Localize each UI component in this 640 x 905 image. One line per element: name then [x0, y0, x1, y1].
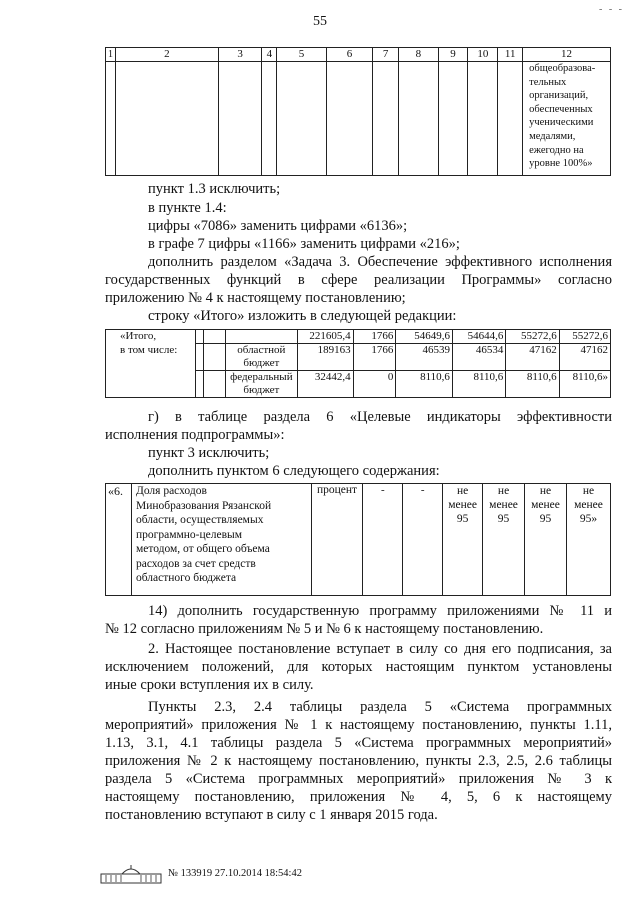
header-cell: 11 — [498, 48, 523, 62]
para-p7: пункт 3 исключить; — [148, 445, 270, 461]
cell-dash: - — [363, 484, 403, 596]
header-cell: 5 — [277, 48, 326, 62]
header-cell: 1 — [106, 48, 116, 62]
cell-value: 46534 — [452, 344, 505, 371]
corner-mark: - - - — [599, 4, 624, 15]
para-g-line2: исполнения подпрограммы»: — [105, 427, 285, 443]
table-header-row — [106, 48, 611, 62]
header-cell: 6 — [326, 48, 373, 62]
registration-stamp — [100, 862, 302, 884]
para-p3: цифры «7086» заменить цифрами «6136»; — [148, 218, 408, 234]
cell-value: 55272,6 — [506, 330, 559, 344]
para-p1: пункт 1.3 исключить; — [148, 181, 281, 197]
stamp-text: № 133919 27.10.2014 18:54:42 — [168, 867, 302, 879]
para-p5-line3: приложению № 4 к настоящему постановлению; — [105, 290, 406, 306]
cell-value: не менее 95 — [525, 484, 567, 596]
cell-value: 54644,6 — [452, 330, 505, 344]
table-row — [106, 62, 611, 176]
cell-num: «6. — [106, 484, 132, 596]
para-pp-line4: приложения № 2 к настоящему постановлению, пункты 2.3, 2.5, 2.6 таблицы — [105, 753, 612, 769]
cell-vtom-label: в том числе: — [106, 344, 196, 398]
para-pp-line5: раздела 5 «Система программных мероприятий» приложения № 3 к — [105, 771, 612, 787]
cell-value: 8110,6 — [396, 371, 453, 398]
header-cell: 4 — [262, 48, 277, 62]
cell-value: 8110,6 — [506, 371, 559, 398]
cell-itogo-label: «Итого, — [106, 330, 196, 344]
para-pp-line7: постановлению вступают в силу с 1 января 2015 года. — [105, 807, 438, 823]
cell-value: 0 — [353, 371, 396, 398]
cell-value: 8110,6» — [559, 371, 610, 398]
header-cell: 2 — [116, 48, 219, 62]
cell-value: 8110,6 — [452, 371, 505, 398]
cell-value: 46539 — [396, 344, 453, 371]
cell-value: не менее 95» — [566, 484, 610, 596]
para-g-line1: г) в таблице раздела 6 «Целевые индикаторы эффективности — [148, 409, 612, 425]
para-p6: строку «Итого» изложить в следующей редакции: — [148, 308, 457, 324]
para-pp-line3: 1.13, 3.1, 4.1 таблицы раздела 5 «Система программных мероприятий» — [105, 735, 612, 751]
cell-value: не менее 95 — [443, 484, 483, 596]
table-indicator — [105, 483, 611, 596]
cell-budget-type: областной бюджет — [225, 344, 298, 371]
cell-unit: процент — [311, 484, 363, 596]
para-p5-line2: государственных функций в сфере реализации Программы» согласно — [105, 272, 612, 288]
cell-budget-type: федеральный бюджет — [225, 371, 298, 398]
cell-description: Доля расходов Минобразования Рязанской области, осуществляемых программно-целевым методом, от общего объема расходов за счет средств областного бюджета — [131, 484, 311, 596]
para-2-line1: 2. Настоящее постановление вступает в силу со дня его подписания, за — [148, 641, 612, 657]
header-cell: 3 — [218, 48, 262, 62]
table-row — [106, 344, 611, 371]
cell-value: 32442,4 — [298, 371, 354, 398]
para-14-line2: № 12 согласно приложениям № 5 и № 6 к настоящему постановлению. — [105, 621, 544, 637]
para-pp-line1: Пункты 2.3, 2.4 таблицы раздела 5 «Система программных — [148, 699, 612, 715]
table-row — [106, 484, 611, 596]
cell-value: 54649,6 — [396, 330, 453, 344]
table-itogo — [105, 329, 611, 398]
building-seal-icon — [100, 862, 162, 884]
cell-value: не менее 95 — [483, 484, 525, 596]
header-cell: 10 — [468, 48, 498, 62]
header-cell: 7 — [373, 48, 399, 62]
para-pp-line2: мероприятий» приложения № 1 к настоящему постановлению, пункты 1.11, — [105, 717, 612, 733]
para-14-line1: 14) дополнить государственную программу приложениями № 11 и — [148, 603, 612, 619]
cell-value: 1766 — [353, 344, 396, 371]
cell-value: 55272,6 — [559, 330, 610, 344]
para-p2: в пункте 1.4: — [148, 200, 227, 216]
cell-value: 1766 — [353, 330, 396, 344]
table-continuation — [105, 47, 611, 176]
cell-col12: общеобразова- тельных организаций, обеспеченных ученическими медалями, ежегодно на уровне 100%» — [523, 62, 611, 176]
cell-value: 47162 — [559, 344, 610, 371]
para-p5-line1: дополнить разделом «Задача 3. Обеспечение эффективного исполнения — [148, 254, 612, 270]
table-row — [106, 330, 611, 344]
header-cell: 9 — [438, 48, 468, 62]
cell-dash: - — [403, 484, 443, 596]
header-cell: 8 — [399, 48, 439, 62]
cell-value: 47162 — [506, 344, 559, 371]
page-number: 55 — [313, 14, 327, 29]
para-2-line2: исключением положений, для которых настоящим пунктом установлены — [105, 659, 612, 675]
cell-value: 189163 — [298, 344, 354, 371]
cell-value: 221605,4 — [298, 330, 354, 344]
para-pp-line6: настоящему постановлению, приложения № 4, 5, 6 к настоящему — [105, 789, 612, 805]
para-p8: дополнить пунктом 6 следующего содержания: — [148, 463, 440, 479]
header-cell: 12 — [523, 48, 611, 62]
para-p4: в графе 7 цифры «1166» заменить цифрами «216»; — [148, 236, 460, 252]
para-2-line3: иные сроки вступления их в силу. — [105, 677, 314, 693]
